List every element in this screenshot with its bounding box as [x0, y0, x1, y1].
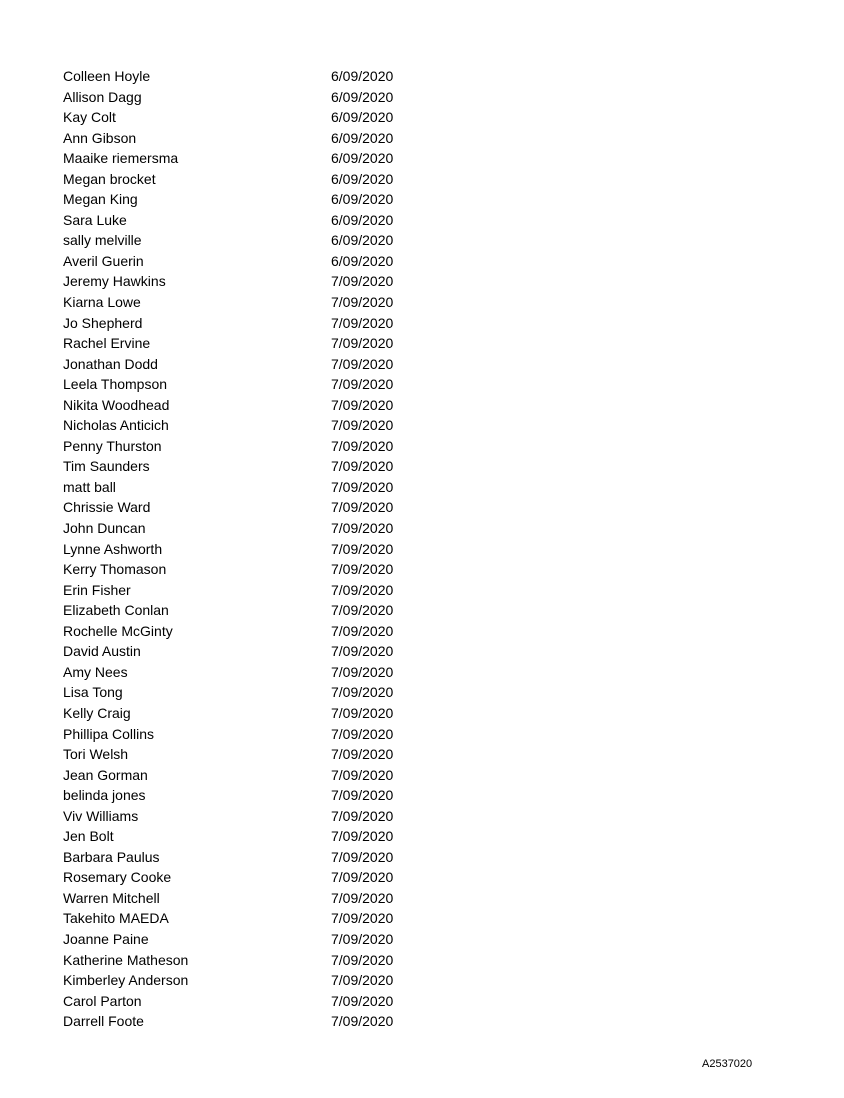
entry-date: 7/09/2020	[331, 992, 394, 1009]
entry-name: Chrissie Ward	[63, 499, 151, 516]
entry-name: Kelly Craig	[63, 704, 131, 721]
entry-name: Kay Colt	[63, 109, 116, 126]
entry-name: Maaike riemersma	[63, 150, 179, 167]
entry-date: 7/09/2020	[331, 396, 394, 413]
list-item	[63, 539, 423, 560]
entry-date: 7/09/2020	[331, 417, 394, 434]
list-item	[63, 888, 423, 909]
list-item	[63, 724, 423, 745]
list-item	[63, 641, 423, 662]
entry-date: 6/09/2020	[331, 129, 394, 146]
entry-name: Jo Shepherd	[63, 314, 143, 331]
entry-date: 6/09/2020	[331, 232, 394, 249]
entry-name: Katherine Matheson	[63, 951, 189, 968]
list-item	[63, 333, 423, 354]
entry-date: 7/09/2020	[331, 889, 394, 906]
entry-name: Leela Thompson	[63, 376, 168, 393]
list-item	[63, 847, 423, 868]
entry-name: Elizabeth Conlan	[63, 602, 169, 619]
list-item	[63, 867, 423, 888]
list-item	[63, 436, 423, 457]
name-date-list	[63, 66, 423, 1032]
entry-date: 7/09/2020	[331, 848, 394, 865]
entry-date: 7/09/2020	[331, 746, 394, 763]
entry-date: 6/09/2020	[331, 170, 394, 187]
entry-date: 7/09/2020	[331, 766, 394, 783]
list-item	[63, 682, 423, 703]
entry-name: matt ball	[63, 478, 116, 495]
entry-date: 7/09/2020	[331, 376, 394, 393]
entry-name: Amy Nees	[63, 663, 128, 680]
entry-name: Carol Parton	[63, 992, 142, 1009]
entry-date: 7/09/2020	[331, 972, 394, 989]
entry-date: 7/09/2020	[331, 294, 394, 311]
list-item	[63, 230, 423, 251]
list-item	[63, 950, 423, 971]
entry-name: Barbara Paulus	[63, 848, 160, 865]
entry-date: 7/09/2020	[331, 807, 394, 824]
list-item	[63, 765, 423, 786]
entry-date: 7/09/2020	[331, 704, 394, 721]
list-item	[63, 313, 423, 334]
entry-name: Lynne Ashworth	[63, 540, 163, 557]
list-item	[63, 908, 423, 929]
list-item	[63, 210, 423, 231]
entry-name: Joanne Paine	[63, 930, 149, 947]
entry-name: Takehito MAEDA	[63, 910, 169, 927]
list-item	[63, 744, 423, 765]
list-item	[63, 354, 423, 375]
entry-date: 7/09/2020	[331, 437, 394, 454]
list-item	[63, 970, 423, 991]
list-item	[63, 518, 423, 539]
entry-name: Kimberley Anderson	[63, 972, 189, 989]
entry-date: 7/09/2020	[331, 355, 394, 372]
list-item	[63, 251, 423, 272]
entry-date: 6/09/2020	[331, 88, 394, 105]
entry-name: Jonathan Dodd	[63, 355, 158, 372]
list-item	[63, 395, 423, 416]
entry-date: 6/09/2020	[331, 109, 394, 126]
entry-date: 7/09/2020	[331, 643, 394, 660]
entry-date: 7/09/2020	[331, 335, 394, 352]
entry-name: Kiarna Lowe	[63, 294, 141, 311]
entry-name: Jeremy Hawkins	[63, 273, 166, 290]
entry-name: Allison Dagg	[63, 88, 142, 105]
entry-date: 7/09/2020	[331, 622, 394, 639]
entry-name: Darrell Foote	[63, 1013, 144, 1030]
entry-name: Jean Gorman	[63, 766, 148, 783]
list-item	[63, 580, 423, 601]
entry-name: sally melville	[63, 232, 142, 249]
list-item	[63, 189, 423, 210]
entry-date: 7/09/2020	[331, 930, 394, 947]
entry-name: Ann Gibson	[63, 129, 137, 146]
entry-name: Phillipa Collins	[63, 725, 155, 742]
entry-date: 7/09/2020	[331, 602, 394, 619]
document-id: A2537020	[702, 1058, 753, 1070]
entry-name: Jen Bolt	[63, 828, 114, 845]
entry-date: 7/09/2020	[331, 540, 394, 557]
entry-date: 6/09/2020	[331, 252, 394, 269]
entry-name: Megan brocket	[63, 170, 156, 187]
entry-name: Nikita Woodhead	[63, 396, 170, 413]
list-item	[63, 169, 423, 190]
entry-date: 7/09/2020	[331, 273, 394, 290]
entry-name: Megan King	[63, 191, 138, 208]
entry-date: 7/09/2020	[331, 910, 394, 927]
entry-date: 7/09/2020	[331, 869, 394, 886]
list-item	[63, 148, 423, 169]
entry-date: 7/09/2020	[331, 828, 394, 845]
entry-name: Tori Welsh	[63, 746, 129, 763]
entry-name: Kerry Thomason	[63, 561, 167, 578]
entry-date: 7/09/2020	[331, 520, 394, 537]
entry-name: Colleen Hoyle	[63, 68, 151, 84]
entry-date: 7/09/2020	[331, 951, 394, 968]
list-item	[63, 826, 423, 847]
entry-name: Lisa Tong	[63, 684, 123, 701]
entry-date: 7/09/2020	[331, 561, 394, 578]
entry-date: 7/09/2020	[331, 684, 394, 701]
list-item	[63, 1011, 423, 1032]
entry-date: 7/09/2020	[331, 314, 394, 331]
entry-name: Warren Mitchell	[63, 889, 160, 906]
entry-date: 7/09/2020	[331, 725, 394, 742]
list-item	[63, 806, 423, 827]
entry-date: 7/09/2020	[331, 478, 394, 495]
list-item	[63, 374, 423, 395]
entry-name: Sara Luke	[63, 211, 127, 228]
list-item	[63, 477, 423, 498]
list-item	[63, 292, 423, 313]
list-item	[63, 128, 423, 149]
entry-date: 6/09/2020	[331, 211, 394, 228]
list-item	[63, 600, 423, 621]
entry-name: John Duncan	[63, 520, 146, 537]
entry-name: Penny Thurston	[63, 437, 162, 454]
entry-name: Averil Guerin	[63, 252, 144, 269]
entry-date: 7/09/2020	[331, 458, 394, 475]
list-item	[63, 271, 423, 292]
entry-date: 7/09/2020	[331, 787, 394, 804]
entry-name: Nicholas Anticich	[63, 417, 169, 434]
list-item	[63, 66, 423, 87]
entry-date: 6/09/2020	[331, 191, 394, 208]
list-item	[63, 456, 423, 477]
entry-date: 6/09/2020	[331, 150, 394, 167]
list-item	[63, 497, 423, 518]
entry-date: 7/09/2020	[331, 1013, 394, 1030]
list-item	[63, 929, 423, 950]
list-item	[63, 662, 423, 683]
list-item	[63, 559, 423, 580]
entry-name: Rachel Ervine	[63, 335, 151, 352]
entry-date: 6/09/2020	[331, 68, 394, 84]
entry-name: belinda jones	[63, 787, 146, 804]
entry-date: 7/09/2020	[331, 499, 394, 516]
entry-name: Rosemary Cooke	[63, 869, 172, 886]
list-item	[63, 703, 423, 724]
entry-name: Tim Saunders	[63, 458, 150, 475]
entry-name: Erin Fisher	[63, 581, 131, 598]
entry-name: Viv Williams	[63, 807, 139, 824]
list-item	[63, 107, 423, 128]
list-item	[63, 785, 423, 806]
list-item	[63, 415, 423, 436]
entry-name: David Austin	[63, 643, 141, 660]
entry-date: 7/09/2020	[331, 663, 394, 680]
list-item	[63, 991, 423, 1012]
list-item	[63, 621, 423, 642]
entry-date: 7/09/2020	[331, 581, 394, 598]
entry-name: Rochelle McGinty	[63, 622, 173, 639]
list-item	[63, 87, 423, 108]
